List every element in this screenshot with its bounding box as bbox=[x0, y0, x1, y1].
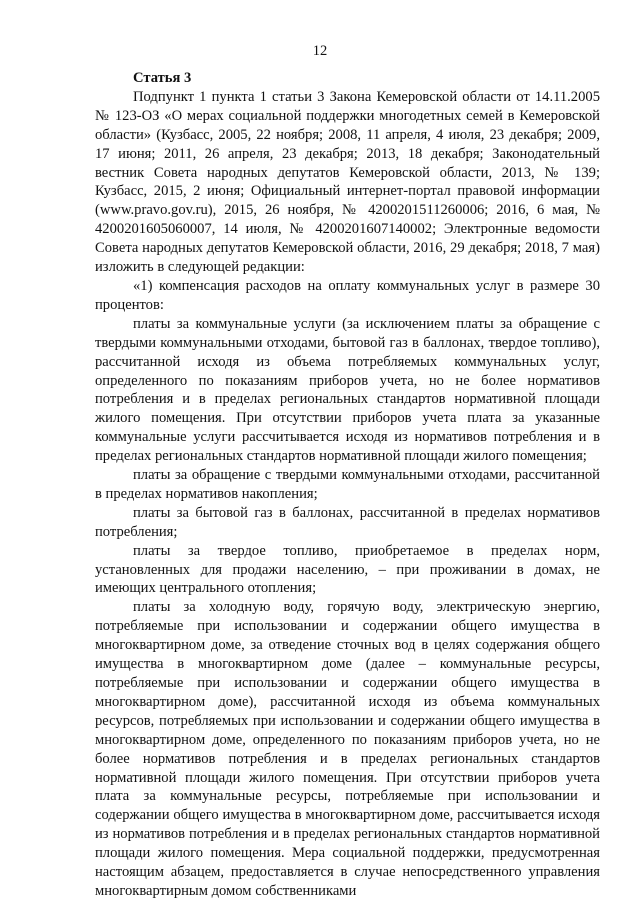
page-number: 12 bbox=[312, 43, 328, 59]
paragraph-item-1: «1) компенсация расходов на оплату коммунальных услуг в размере 30 процентов: bbox=[95, 277, 600, 313]
paragraph-utility-services: платы за коммунальные услуги (за исключением платы за обращение с твердыми коммунальными отходами, бытовой газ в баллонах, твердое топливо), рассчитанной исходя из объема потребляемых коммунальных услуг, определенного по показаниям приборов учета, но не более нормативов потребления и в пределах региональных стандартов нормативной площади жилого помещения. При отсутствии приборов учета плата за указанные коммунальные услуги рассчитывается исходя из нормативов потребления и в пределах региональных стандартов нормативной площади жилого помещения; bbox=[95, 315, 600, 465]
paragraph-solid-waste: платы за обращение с твердыми коммунальными отходами, рассчитанной в пределах нормативов накопления; bbox=[95, 467, 600, 502]
paragraph-amendment-intro: Подпункт 1 пункта 1 статьи 3 Закона Кемеровской области от 14.11.2005 № 123-ОЗ «О мерах социальной поддержки многодетных семей в Кемеровской области» (Кузбасс, 2005, 22 ноября; 2008, 11 апреля, 4 июля, 23 декабря; 2009, 17 июня; 2011, 26 апреля, 23 декабря; 2013, 18 декабря; Законодательный вестник Совета народных депутатов Кемеровской области, 2013, № 139; Кузбасс, 2015, 2 июня; Официальный интернет-портал правовой информации (www.pravo.gov.ru), 2015, 26 ноября, № 4200201511260006; 2016, 6 мая, № 4200201605060007, 14 июля, № 4200201607140002; Электронные ведомости Совета народных депутатов Кемеровской области, 2016, 29 декабря; 2018, 7 мая) изложить в следующей редакции: bbox=[95, 88, 600, 276]
article-heading: Статья 3 bbox=[133, 70, 192, 86]
paragraph-solid-fuel: платы за твердое топливо, приобретаемое в пределах норм, установленных для продажи населению, – при проживании в домах, не имеющих центрального отопления; bbox=[95, 542, 600, 597]
paragraph-bottled-gas: платы за бытовой газ в баллонах, рассчитанной в пределах нормативов потребления; bbox=[95, 504, 600, 540]
paragraph-common-property-resources: платы за холодную воду, горячую воду, электрическую энергию, потребляемые при использовании и содержании общего имущества в многоквартирном доме, за отведение сточных вод в целях содержания общего имущества в многоквартирном доме (далее – коммунальные ресурсы, потребляемые при использовании и содержании общего имущества в многоквартирном доме), рассчитанной исходя из объема коммунальных ресурсов, потребляемых при использовании и содержании общего имущества в многоквартирном доме, определенного по показаниям приборов учета, но не более нормативов потребления и в пределах региональных стандартов нормативной площади жилого помещения. При отсутствии приборов учета плата за коммунальные ресурсы, потребляемые при использовании и содержании общего имущества в многоквартирном доме, рассчитывается исходя из нормативов потребления и в пределах региональных стандартов нормативной площади жилого помещения. Мера социальной поддержки, предусмотренная настоящим абзацем, предоставляется в случае непосредственного управления многоквартирным домом собственниками bbox=[95, 599, 600, 899]
document-body bbox=[95, 69, 600, 901]
